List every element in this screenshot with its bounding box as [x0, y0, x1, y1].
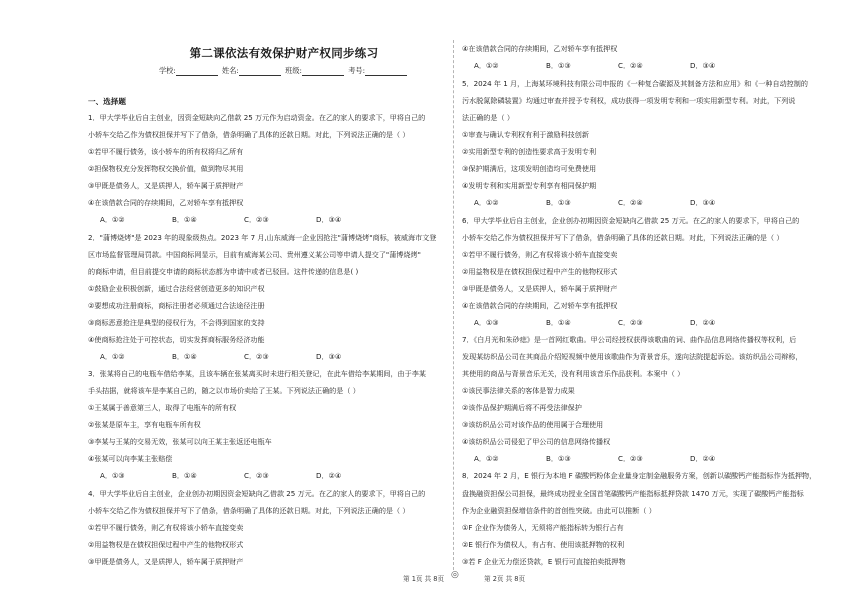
question-text-line: 6．甲大学毕业后自主创业，企业创办初期因资金短缺向乙借款 25 万元。在乙的家人的要求下，甲将自己的: [462, 216, 800, 225]
answer-option[interactable]: B．①③: [546, 198, 571, 207]
answer-option[interactable]: B．①③: [546, 454, 571, 463]
answer-option[interactable]: B．①④: [546, 318, 571, 327]
answer-option[interactable]: A．①②: [474, 454, 499, 463]
question-text-line: ④发明专利和实用新型专利享有相同保护期: [462, 181, 597, 190]
class-blank[interactable]: [302, 67, 344, 76]
page-number-left: 第 1页 共 8页: [403, 575, 445, 583]
question-text-line: ①审查与确认专利权有利于激励科技创新: [462, 130, 589, 139]
page-title: 第二课依法有效保护财产权同步练习: [189, 46, 379, 60]
answer-option[interactable]: A．①③: [474, 318, 499, 327]
answer-option[interactable]: C．②③: [618, 318, 643, 327]
question-text-line: 2．"蒲博烧烤"是 2023 年的现象级热点。2023 年 7 月,山东威海一企业因抢注"蒲博烧烤"商标，被威海市文登: [88, 233, 437, 242]
question-text-line: 1．甲大学毕业后自主创业，因资金短缺向乙借款 25 万元作为启动资金。在乙的家人的要求下，甲将自己的: [88, 113, 426, 122]
answer-option[interactable]: A．①②: [474, 198, 499, 207]
question-text-line: ④该纺织品公司侵犯了甲公司的信息网络传播权: [462, 437, 611, 446]
question-text-line: ①若甲不履行债务，该小轿车的所有权将归乙所有: [88, 147, 244, 156]
exam-no-blank[interactable]: [365, 67, 407, 76]
question-text-line: ②用益物权是在债权担保过程中产生的他物权形式: [88, 540, 244, 549]
answer-option[interactable]: C．②④: [618, 61, 643, 70]
answer-choices: [474, 61, 762, 71]
answer-choices: [474, 318, 762, 328]
column-divider: [453, 40, 454, 570]
question-text-line: ②担保物权充分发挥物权交换价值，做到物尽其用: [88, 164, 244, 173]
answer-choices: [474, 198, 762, 208]
question-text-line: 区市场监督管理局罚款。中国商标网显示，目前有威海某公司、贵州遵义某公司等申请人提交了"蒲博烧烤": [88, 250, 421, 259]
question-text-line: 小轿车交给乙作为债权担保并写下了借条，借条明确了具体的还款日期。对此，下列说法正确的是（ ）: [88, 506, 410, 515]
answer-choices: [474, 454, 762, 464]
answer-option[interactable]: D．②④: [690, 318, 716, 327]
question-text-line: 5．2024 年 1 月，上海某环境科技有限公司申报的《一种复合碳源及其制备方法和应用》和《一种自动控制的: [462, 79, 808, 88]
question-text-line: ①若甲不履行债务，则乙有权将该小轿车直接变卖: [88, 523, 244, 532]
question-text-line: 7．《白月光和朱砂痣》是一首网红歌曲。甲公司经授权获得该歌曲的词、曲作品信息网络传播权等权利，后: [462, 335, 797, 344]
question-text-line: ④张某可以向李某主张赔偿: [88, 454, 173, 463]
question-text-line: 小轿车交给乙作为债权担保并写下了借条，借条明确了具体的还款日期。对此，下列说法正确的是（ ）: [462, 233, 784, 242]
question-text-line: ②实用新型专利的创造性要求高于发明专利: [462, 147, 597, 156]
binder-mark-icon: ◎: [451, 570, 459, 580]
answer-option[interactable]: C．②③: [244, 471, 269, 480]
answer-option[interactable]: D．③④: [690, 198, 716, 207]
section-heading: 一、选择题: [88, 97, 126, 106]
answer-option[interactable]: D．②④: [316, 471, 342, 480]
question-text-line: ④在该借款合同的存续期间，乙对轿车享有抵押权: [462, 301, 618, 310]
student-info-row: [88, 66, 480, 76]
answer-option[interactable]: A．①③: [100, 471, 125, 480]
question-text-line: ③若 F 企业无力偿还贷款，E 银行可直接拍卖抵押物: [462, 557, 626, 566]
answer-option[interactable]: A．①②: [100, 215, 125, 224]
question-text-line: ②张某是原车主，享有电瓶车所有权: [88, 420, 201, 429]
question-text-line: ③保护期满后，这项发明创造均可免费使用: [462, 164, 597, 173]
school-label: 学校:: [158, 66, 176, 75]
answer-option[interactable]: D．③④: [316, 352, 342, 361]
question-text-line: ①若甲不履行债务，则乙有权将该小轿车直接变卖: [462, 250, 618, 259]
answer-option[interactable]: C．②③: [244, 215, 269, 224]
question-text-line: ③该纺织品公司对该作品的使用属于合理使用: [462, 420, 604, 429]
answer-option[interactable]: B．①④: [172, 215, 197, 224]
school-blank[interactable]: [176, 67, 218, 76]
question-text-line: ①鼓励企业积极创新，通过合法经营创造更多的知识产权: [88, 284, 265, 293]
question-text-line: 8．2024 年 2 月，E 银行为本地 F 碳酸钙粉体企业量身定制金融服务方案，创新以碳酸钙产能指标作为抵押物，: [462, 471, 817, 480]
question-text-line: 其使用的商品与背景音乐无关，没有利用该音乐作品获利。本案中（ ）: [462, 369, 685, 378]
question-text-line: 盘换融资担保公司担保，最终成功授业全国首笔碳酸钙产能指标抵押贷款 1470 万元，实现了碳酸钙产能指标: [462, 489, 804, 498]
answer-choices: [100, 215, 388, 225]
question-text-line: 作为企业融资担保增信条件的首创性突破。由此可以推断（ ）: [462, 506, 656, 515]
question-text-line: ③甲既是债务人，又是质押人，轿车属于质押财产: [462, 284, 618, 293]
question-text-line: ①F 企业作为债务人，无须将产能指标转为银行占有: [462, 523, 624, 532]
question-text-line: 法正确的是（ ）: [462, 113, 514, 122]
question-text-line: 手头拮据，就将该车是李某自己的，随之以市场价卖给了王某。下列说法正确的是（ ）: [88, 386, 360, 395]
name-label: 姓名:: [222, 66, 239, 75]
question-text-line: 4．甲大学毕业后自主创业，企业创办初期因资金短缺向乙借款 25 万元。在乙的家人的要求下，甲将自己的: [88, 489, 426, 498]
question-text-line: ②E 银行作为债权人，有占有、使用该抵押物的权利: [462, 540, 625, 549]
exam-no-label: 考号:: [348, 66, 366, 75]
answer-option[interactable]: C．②③: [244, 352, 269, 361]
answer-option[interactable]: A．①②: [100, 352, 125, 361]
name-blank[interactable]: [239, 67, 281, 76]
answer-option[interactable]: B．①③: [546, 61, 571, 70]
question-text-line: ②该作品保护期满后将不再受法律保护: [462, 403, 582, 412]
question-text-line: 3．张某将自己的电瓶车借给李某，且该车辆在张某离买时未进行相关登记，在此车借给李某期间，由于李某: [88, 369, 426, 378]
answer-option[interactable]: C．②④: [618, 198, 643, 207]
answer-option[interactable]: A．①②: [474, 61, 499, 70]
question-text-line: ③李某与王某的交易无效，张某可以向王某主张返还电瓶车: [88, 437, 272, 446]
question-text-line: ③商标恶意抢注是典型的侵权行为，不会得到国家的支持: [88, 318, 265, 327]
answer-option[interactable]: C．②③: [618, 454, 643, 463]
question-text-line: ③甲既是债务人，又是质押人，轿车属于质押财产: [88, 181, 244, 190]
class-label: 班级:: [285, 66, 302, 75]
page-number-right: 第 2页 共 8页: [484, 575, 526, 583]
question-text-line: ②要想成功注册商标，商标注册者必须通过合法途径注册: [88, 301, 265, 310]
question-text-line: ③甲既是债务人，又是质押人，轿车属于质押财产: [88, 557, 244, 566]
answer-option[interactable]: D．③④: [316, 215, 342, 224]
question-text-line: ④在该借款合同的存续期间，乙对轿车享有抵押权: [88, 198, 244, 207]
question-text-line: 的商标申请，但目前提交申请的商标状态都为申请中或者已驳回。这件传递的信息是( ): [88, 267, 359, 276]
answer-option[interactable]: D．③④: [690, 61, 716, 70]
question-text-line: 小轿车交给乙作为债权担保并写下了借条，借条明确了具体的还款日期。对此，下列说法正确的是（ ）: [88, 130, 410, 139]
question-text-line: ④在该借款合同的存续期间，乙对轿车享有抵押权: [462, 44, 618, 53]
question-text-line: 发现某纺织品公司在其商品介绍短视频中使用该歌曲作为背景音乐，遂向法院提起诉讼。该纺织品公司辩称，: [462, 352, 803, 361]
question-text-line: ④使商标抢注处于可控状态，切实发挥商标服务经济功能: [88, 335, 265, 344]
question-text-line: ①该民事法律关系的客体是智力成果: [462, 386, 575, 395]
answer-option[interactable]: B．①④: [172, 352, 197, 361]
question-text-line: ②用益物权是在债权担保过程中产生的他物权形式: [462, 267, 618, 276]
question-text-line: ①王某属于善意第三人，取得了电瓶车的所有权: [88, 403, 237, 412]
answer-option[interactable]: B．①④: [172, 471, 197, 480]
answer-option[interactable]: D．②④: [690, 454, 716, 463]
question-text-line: 污水脱氮除磷装置》均通过审查并授予专利权，成功获得一项发明专利和一项实用新型专利。对此，下列说: [462, 96, 796, 105]
answer-choices: [100, 471, 388, 481]
answer-choices: [100, 352, 388, 362]
